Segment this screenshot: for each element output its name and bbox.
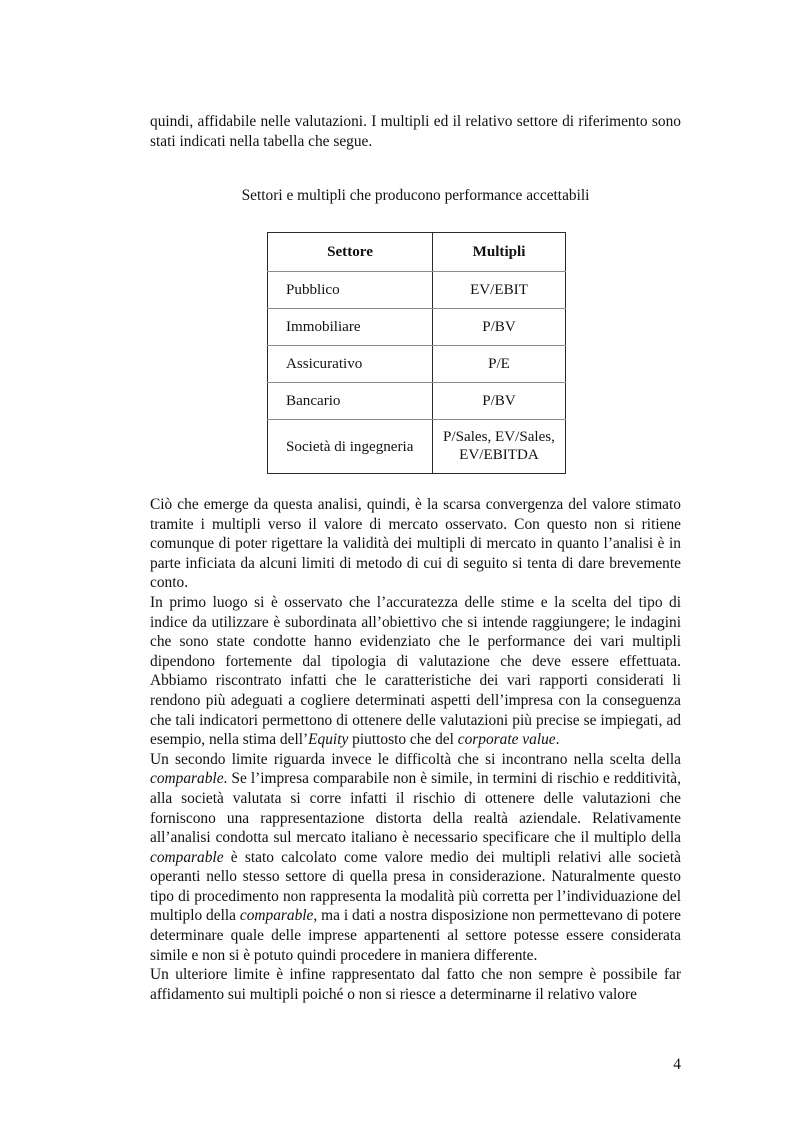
table-cell-multiple-line2: EV/EBITDA xyxy=(459,446,539,463)
table-header-row xyxy=(268,233,566,272)
body-paragraph-3-text-1: Un secondo limite riguarda invece le difficoltà che si incontrano nella scelta della xyxy=(150,750,681,768)
intro-paragraph: quindi, affidabile nelle valutazioni. I multipli ed il relativo settore di riferimento sono stati indicati nella tabella che segue. xyxy=(150,113,681,150)
table-row xyxy=(268,383,566,420)
body-paragraph-3-text-2: . Se l’impresa comparabile non è simile, in termini di rischio e redditività, alla società valutata si corre infatti il rischio di ottenere delle valutazioni che forniscono una rappresentazione distorta della realtà aziendale. Relativamente all’analisi condotta sul mercato italiano è necessario specificare che il multiplo della xyxy=(150,770,681,847)
body-paragraph-2-emphasis-corporate-value: corporate value xyxy=(457,731,556,749)
page-number: 4 xyxy=(673,1056,681,1073)
table-cell-sector: Società di ingegneria xyxy=(268,420,433,474)
body-paragraph-2-emphasis-equity: Equity xyxy=(308,731,349,749)
body-paragraph-1: Ciò che emerge da questa analisi, quindi, è la scarsa convergenza del valore stimato tramite i multipli verso il valore di mercato osservato. Con questo non si ritiene comunque di poter rigettare la validità dei multipli di mercato in quanto l’analisi è in parte inficiata da alcuni limiti di metodo di cui di seguito si tenta di dare brevemente conto. xyxy=(150,496,681,592)
body-paragraph-3-emphasis-comparable-2: comparable xyxy=(150,848,224,866)
table-cell-multiple: P/E xyxy=(433,346,566,383)
intro-section xyxy=(150,112,681,151)
table-cell-multiple-line1: P/Sales, EV/Sales, xyxy=(443,429,555,445)
table-header-multipli: Multipli xyxy=(433,233,566,272)
body-paragraph-3-emphasis-comparable-3: comparable xyxy=(239,907,314,925)
body-paragraph-2-text-3: . xyxy=(555,731,560,749)
table-header xyxy=(268,233,566,272)
body-section xyxy=(150,495,681,1004)
sector-multiples-table-wrapper xyxy=(267,232,565,474)
body-paragraph-3-text-4: , ma i dati a nostra disposizione non permettevano di potere determinare quale delle imprese appartenenti al settore potesse essere considerata simile e non si è potuto quindi procedere in maniera differente. xyxy=(150,907,681,964)
body-paragraph-3 xyxy=(150,750,681,966)
body-paragraph-2-text-2: piuttosto che del xyxy=(348,731,458,749)
table-cell-sector: Assicurativo xyxy=(268,346,433,383)
table-cell-multiple: P/BV xyxy=(433,383,566,420)
body-paragraph-2 xyxy=(150,593,681,750)
body-paragraph-2-text-1: In primo luogo si è osservato che l’accuratezza delle stime e la scelta del tipo di indice da utilizzare è subordinata all’obiettivo che si intende raggiungere; le indagini che sono state condotte hanno evidenziato che le performance dei vari multipli dipendono fortemente dal tipologia di valutazione che deve essere effettuata. Abbiamo riscontrato infatti che le caratteristiche dei vari rapporti considerati li rendono più adeguati a cogliere determinati aspetti dell’impresa con la conseguenza che tali indicatori permettono di ottenere delle valutazioni più precise se impiegati, ad esempio, nella stima dell’ xyxy=(150,593,681,749)
table-body xyxy=(268,272,566,474)
body-paragraph-4: Un ulteriore limite è infine rappresentato dal fatto che non sempre è possibile far affidamento sui multipli poiché o non si riesce a determinarne il relativo valore xyxy=(150,966,681,1003)
table-caption-wrapper xyxy=(150,186,681,206)
sector-multiples-table xyxy=(267,232,566,474)
table-row xyxy=(268,420,566,474)
table-caption: Settori e multipli che producono performance accettabili xyxy=(241,187,590,204)
table-cell-multiple: P/BV xyxy=(433,309,566,346)
table-cell-multiple: EV/EBIT xyxy=(433,272,566,309)
table-cell-multiple xyxy=(433,420,566,474)
table-cell-sector: Immobiliare xyxy=(268,309,433,346)
table-cell-sector: Pubblico xyxy=(268,272,433,309)
body-paragraph-3-emphasis-comparable-1: comparable xyxy=(150,770,224,788)
table-row xyxy=(268,309,566,346)
table-row xyxy=(268,272,566,309)
body-paragraph-3-text-3: è stato calcolato come valore medio dei multipli relativi alle società operanti nello stesso settore di quella presa in considerazione. Naturalmente questo tipo di procedimento non rappresenta la modalità più corretta per l’individuazione del multiplo della xyxy=(150,848,681,925)
table-row xyxy=(268,346,566,383)
table-cell-sector: Bancario xyxy=(268,383,433,420)
table-header-sector: Settore xyxy=(268,233,433,272)
